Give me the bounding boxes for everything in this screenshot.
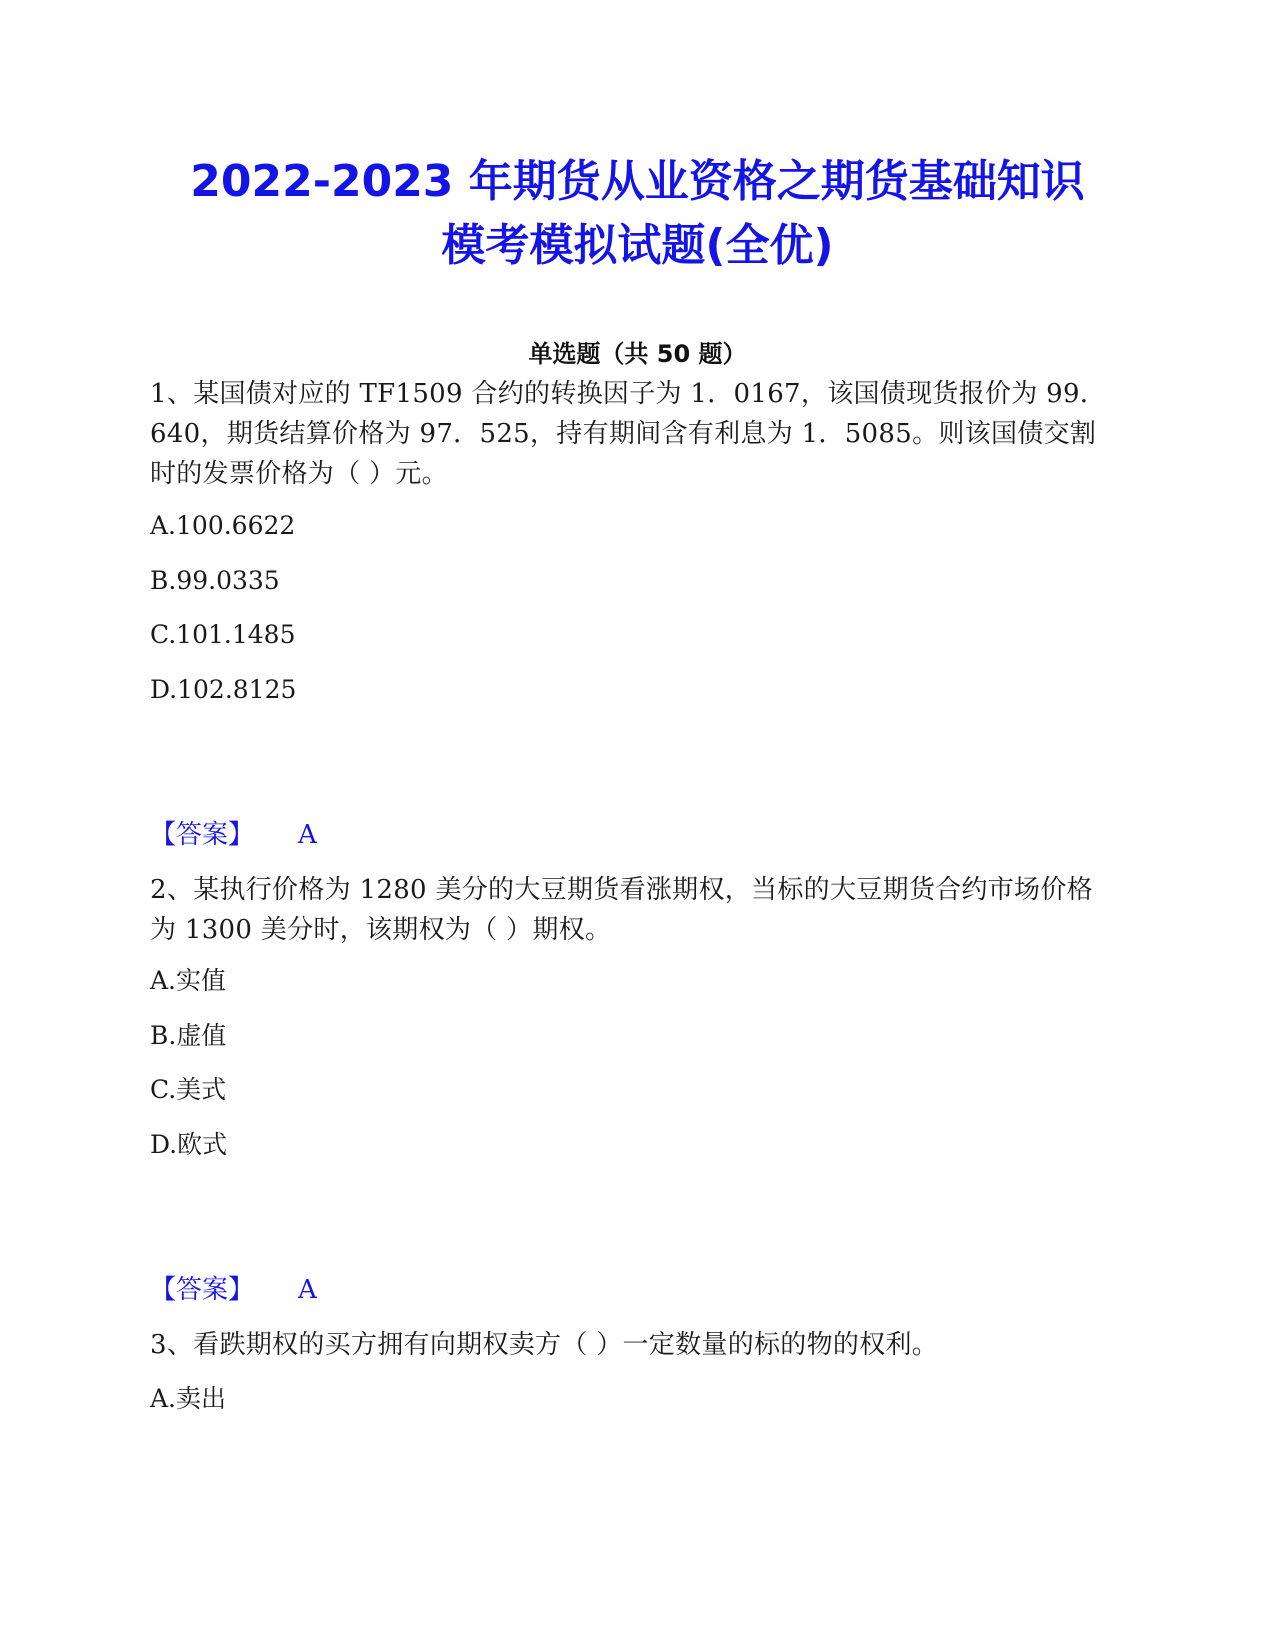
question-2-text: 2、某执行价格为 1280 美分的大豆期货看涨期权，当标的大豆期货合约市场价格为 1300 美分时，该期权为（ ）期权。 bbox=[150, 875, 1093, 945]
question-3-text: 3、看跌期权的买方拥有向期权卖方（ ）一定数量的标的物的权利。 bbox=[150, 1330, 939, 1360]
question-1-text: 1、某国债对应的 TF1509 合约的转换因子为 1．0167，该国债现货报价为 99．640，期货结算价格为 97．525，持有期间含有利息为 1．5085。则该国债交割时的发票价格为（ ）元。 bbox=[150, 379, 1107, 489]
question-1-option-a: A.100.6622 bbox=[150, 511, 296, 540]
question-2-option-d: D.欧式 bbox=[150, 1130, 228, 1159]
answer-value: A bbox=[298, 1275, 317, 1305]
answer-label: 【答案】 bbox=[150, 820, 255, 850]
question-2-answer bbox=[150, 1272, 317, 1308]
answer-value: A bbox=[298, 820, 317, 850]
document-title-line-1: 2022-2023 年期货从业资格之期货基础知识 bbox=[190, 156, 1085, 207]
document-title bbox=[0, 150, 1275, 278]
question-1-option-b: B.99.0335 bbox=[150, 566, 280, 595]
answer-label: 【答案】 bbox=[150, 1275, 255, 1305]
section-heading: 单选题（共 50 题） bbox=[528, 340, 747, 368]
document-title-line-2: 模考模拟试题(全优) bbox=[441, 220, 834, 271]
question-1-option-c: C.101.1485 bbox=[150, 620, 296, 649]
question-2-option-b: B.虚值 bbox=[150, 1021, 227, 1050]
question-3-option-a: A.卖出 bbox=[150, 1384, 227, 1413]
question-1-answer bbox=[150, 817, 317, 853]
question-2-option-c: C.美式 bbox=[150, 1075, 227, 1104]
question-2-option-a: A.实值 bbox=[150, 966, 227, 995]
question-1-option-d: D.102.8125 bbox=[150, 675, 297, 704]
